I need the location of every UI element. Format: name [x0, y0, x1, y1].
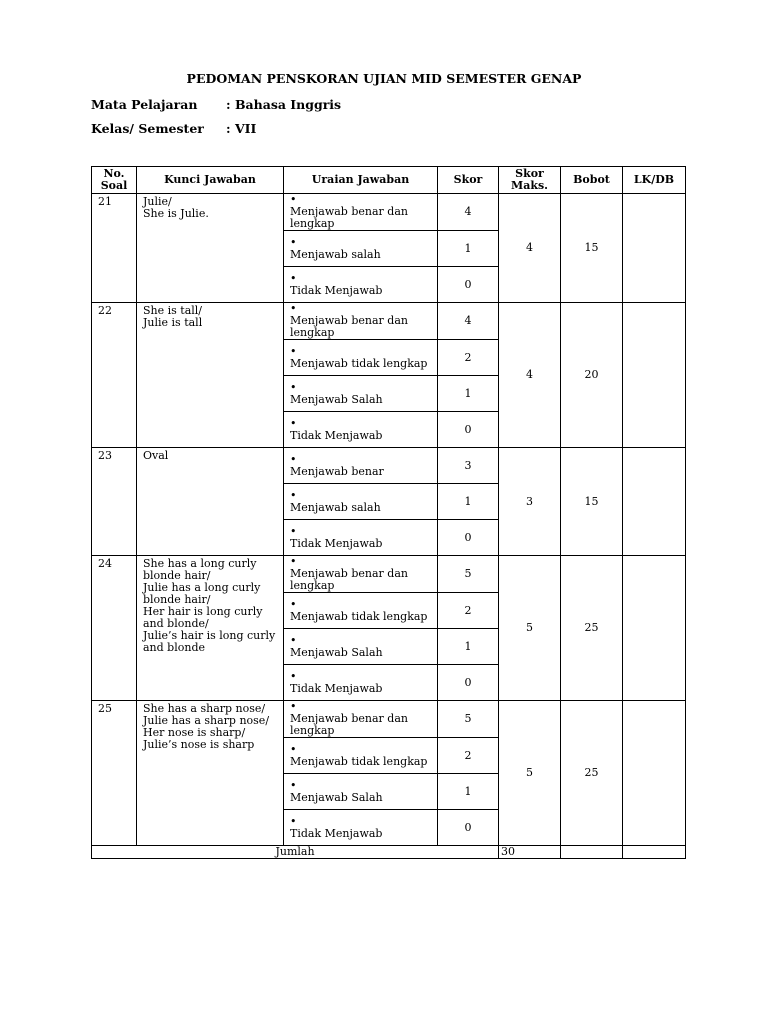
header-no-soal: No. Soal	[92, 167, 137, 194]
meta-class-label: Kelas/ Semester	[91, 121, 204, 136]
table-row	[92, 701, 686, 738]
cell-lkdb	[623, 556, 686, 701]
cell-uraian-jawaban	[284, 774, 438, 810]
cell-skor-maks: 4	[499, 194, 561, 303]
kunci-line: She is tall/	[143, 304, 203, 317]
cell-skor: 4	[438, 303, 499, 340]
cell-skor: 0	[438, 665, 499, 701]
uraian-text: Tidak Menjawab	[290, 826, 383, 840]
cell-uraian-jawaban	[284, 412, 438, 448]
uraian-text: Menjawab tidak lengkap	[290, 609, 428, 623]
table-total-row	[92, 846, 686, 859]
bullet-icon: •	[290, 416, 297, 430]
cell-lkdb	[623, 303, 686, 448]
uraian-text: Menjawab benar dan lengkap	[290, 314, 408, 339]
cell-lkdb	[623, 448, 686, 556]
bullet-icon: •	[290, 555, 297, 568]
cell-skor: 5	[438, 701, 499, 738]
cell-uraian-jawaban	[284, 520, 438, 556]
cell-no-soal: 23	[92, 448, 137, 556]
header-lkdb: LK/DB	[623, 167, 686, 194]
cell-uraian-jawaban	[284, 556, 438, 593]
cell-uraian-jawaban	[284, 665, 438, 701]
cell-uraian-jawaban	[284, 629, 438, 665]
cell-bobot: 15	[561, 448, 623, 556]
uraian-text: Menjawab salah	[290, 247, 381, 261]
kunci-line: She has a long curly blonde hair/	[143, 557, 257, 582]
uraian-text: Menjawab benar dan lengkap	[290, 712, 408, 737]
uraian-text: Tidak Menjawab	[290, 681, 383, 695]
kunci-line: Julie has a long curly blonde hair/	[143, 581, 261, 606]
cell-no-soal: 22	[92, 303, 137, 448]
cell-skor: 0	[438, 520, 499, 556]
uraian-text: Tidak Menjawab	[290, 536, 383, 550]
cell-skor-maks: 5	[499, 701, 561, 846]
uraian-text: Menjawab tidak lengkap	[290, 754, 428, 768]
kunci-line: Julie is tall	[143, 316, 203, 329]
total-lkdb	[623, 846, 686, 859]
cell-kunci-jawaban	[137, 556, 284, 701]
bullet-icon: •	[290, 778, 297, 792]
bullet-icon: •	[290, 235, 297, 249]
cell-skor: 1	[438, 376, 499, 412]
table-row	[92, 556, 686, 593]
cell-skor: 1	[438, 484, 499, 520]
kunci-line: Her nose is sharp/	[143, 726, 246, 739]
cell-uraian-jawaban	[284, 738, 438, 774]
cell-lkdb	[623, 701, 686, 846]
cell-skor: 4	[438, 194, 499, 231]
cell-uraian-jawaban	[284, 701, 438, 738]
meta-subject-value: : Bahasa Inggris	[226, 97, 342, 112]
cell-skor: 0	[438, 810, 499, 846]
cell-skor-maks: 4	[499, 303, 561, 448]
kunci-line: She is Julie.	[143, 207, 209, 220]
cell-bobot: 25	[561, 556, 623, 701]
total-label: Jumlah	[92, 846, 499, 859]
cell-uraian-jawaban	[284, 194, 438, 231]
table-header-row	[92, 167, 686, 194]
cell-uraian-jawaban	[284, 376, 438, 412]
meta-subject	[91, 97, 341, 112]
cell-skor: 1	[438, 231, 499, 267]
kunci-line: Julie/	[143, 195, 172, 208]
scoring-table	[91, 166, 686, 859]
bullet-icon: •	[290, 814, 297, 828]
meta-subject-label: Mata Pelajaran	[91, 97, 198, 112]
cell-skor-maks: 5	[499, 556, 561, 701]
total-skor-maks: 30	[499, 846, 561, 859]
bullet-icon: •	[290, 597, 297, 611]
table-body	[92, 194, 686, 859]
uraian-text: Menjawab tidak lengkap	[290, 356, 428, 370]
uraian-text: Menjawab benar dan lengkap	[290, 205, 408, 230]
bullet-icon: •	[290, 271, 297, 285]
uraian-text: Menjawab benar	[290, 464, 384, 478]
cell-bobot: 15	[561, 194, 623, 303]
cell-uraian-jawaban	[284, 303, 438, 340]
meta-class-value: : VII	[226, 121, 257, 136]
bullet-icon: •	[290, 524, 297, 538]
cell-skor: 1	[438, 774, 499, 810]
kunci-line: Julie has a sharp nose/	[143, 714, 270, 727]
header-bobot: Bobot	[561, 167, 623, 194]
cell-kunci-jawaban	[137, 303, 284, 448]
cell-skor: 3	[438, 448, 499, 484]
bullet-icon: •	[290, 488, 297, 502]
cell-uraian-jawaban	[284, 593, 438, 629]
cell-kunci-jawaban	[137, 194, 284, 303]
bullet-icon: •	[290, 700, 297, 713]
cell-uraian-jawaban	[284, 484, 438, 520]
cell-skor: 2	[438, 340, 499, 376]
cell-skor: 2	[438, 593, 499, 629]
cell-kunci-jawaban	[137, 701, 284, 846]
cell-no-soal: 24	[92, 556, 137, 701]
cell-no-soal: 25	[92, 701, 137, 846]
uraian-text: Menjawab Salah	[290, 790, 383, 804]
header-kunci: Kunci Jawaban	[137, 167, 284, 194]
cell-skor: 0	[438, 412, 499, 448]
cell-bobot: 25	[561, 701, 623, 846]
uraian-text: Tidak Menjawab	[290, 283, 383, 297]
cell-bobot: 20	[561, 303, 623, 448]
bullet-icon: •	[290, 302, 297, 315]
meta-class	[91, 121, 256, 136]
table-row	[92, 194, 686, 231]
cell-no-soal: 21	[92, 194, 137, 303]
uraian-text: Tidak Menjawab	[290, 428, 383, 442]
cell-skor: 2	[438, 738, 499, 774]
cell-uraian-jawaban	[284, 810, 438, 846]
total-bobot	[561, 846, 623, 859]
header-skor-maks: Skor Maks.	[499, 167, 561, 194]
cell-skor: 1	[438, 629, 499, 665]
bullet-icon: •	[290, 669, 297, 683]
uraian-text: Menjawab Salah	[290, 645, 383, 659]
table-row	[92, 303, 686, 340]
uraian-text: Menjawab benar dan lengkap	[290, 567, 408, 592]
document-title: PEDOMAN PENSKORAN UJIAN MID SEMESTER GENAP	[186, 71, 582, 86]
uraian-text: Menjawab salah	[290, 500, 381, 514]
bullet-icon: •	[290, 380, 297, 394]
cell-skor: 5	[438, 556, 499, 593]
uraian-text: Menjawab Salah	[290, 392, 383, 406]
header-skor: Skor	[438, 167, 499, 194]
table-row	[92, 448, 686, 484]
cell-uraian-jawaban	[284, 448, 438, 484]
bullet-icon: •	[290, 452, 297, 466]
cell-uraian-jawaban	[284, 231, 438, 267]
cell-kunci-jawaban	[137, 448, 284, 556]
cell-lkdb	[623, 194, 686, 303]
bullet-icon: •	[290, 742, 297, 756]
header-uraian: Uraian Jawaban	[284, 167, 438, 194]
kunci-line: She has a sharp nose/	[143, 702, 266, 715]
kunci-line: Oval	[143, 449, 169, 462]
bullet-icon: •	[290, 344, 297, 358]
kunci-line: Julie’s nose is sharp	[143, 738, 255, 751]
bullet-icon: •	[290, 633, 297, 647]
cell-skor: 0	[438, 267, 499, 303]
cell-uraian-jawaban	[284, 340, 438, 376]
cell-uraian-jawaban	[284, 267, 438, 303]
kunci-line: Julie’s hair is long curly and blonde	[143, 629, 276, 654]
bullet-icon: •	[290, 193, 297, 206]
kunci-line: Her hair is long curly and blonde/	[143, 605, 263, 630]
cell-skor-maks: 3	[499, 448, 561, 556]
